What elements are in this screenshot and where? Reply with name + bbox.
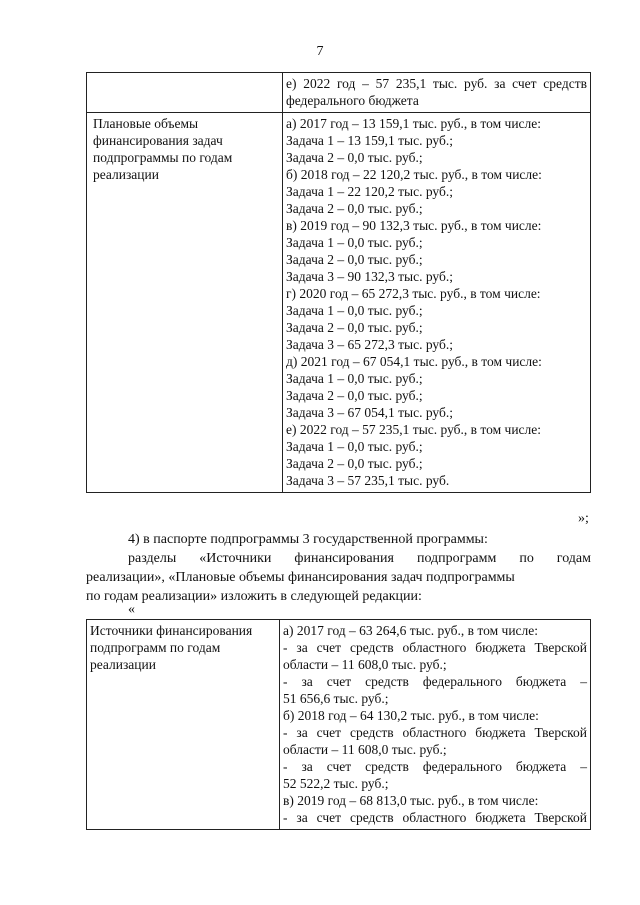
paragraph-sections (86, 549, 591, 606)
table-line: области – 11 608,0 тыс. руб.; (283, 657, 447, 672)
table-cell-value (283, 73, 591, 113)
table-line: - за счет средств федерального бюджета – (283, 759, 587, 774)
table-line: Задача 2 – 0,0 тыс. руб.; (286, 456, 423, 471)
table-line: Задача 1 – 0,0 тыс. руб.; (286, 439, 423, 454)
table-row (87, 113, 591, 493)
table-line: Задача 2 – 0,0 тыс. руб.; (286, 252, 423, 267)
table-line: Задача 3 – 67 054,1 тыс. руб.; (286, 405, 453, 420)
table-line: - за счет средств федерального бюджета – (283, 674, 587, 689)
opening-quote: « (128, 602, 135, 617)
table-line: д) 2021 год – 67 054,1 тыс. руб., в том числе: (286, 354, 542, 369)
table-line: 51 656,6 тыс. руб.; (283, 691, 389, 706)
page-number: 7 (316, 44, 324, 59)
paragraph-item-4: 4) в паспорте подпрограммы 3 государственной программы: (128, 532, 488, 547)
table-cell-label (87, 73, 283, 113)
table-line: Задача 2 – 0,0 тыс. руб.; (286, 320, 423, 335)
table-line: е) 2022 год – 57 235,1 тыс. руб. за счет средств (286, 76, 587, 91)
table-line: Задача 1 – 0,0 тыс. руб.; (286, 303, 423, 318)
table-line: Задача 3 – 90 132,3 тыс. руб.; (286, 269, 453, 284)
table-line: федерального бюджета (286, 93, 419, 108)
table-line: Задача 1 – 0,0 тыс. руб.; (286, 235, 423, 250)
table-cell-label: Плановые объемы финансирования задач подпрограммы по годам реализации (87, 113, 283, 493)
table-line: а) 2017 год – 13 159,1 тыс. руб., в том числе: (286, 116, 542, 131)
table-line: Задача 1 – 13 159,1 тыс. руб.; (286, 133, 453, 148)
table-line: 52 522,2 тыс. руб.; (283, 776, 389, 791)
table-line: Задача 3 – 57 235,1 тыс. руб. (286, 473, 450, 488)
paragraph-line: по годам реализации» изложить в следующей редакции: (86, 589, 422, 604)
table-line: Задача 2 – 0,0 тыс. руб.; (286, 388, 423, 403)
table-cell-value (280, 620, 591, 830)
table-line: б) 2018 год – 22 120,2 тыс. руб., в том числе: (286, 167, 542, 182)
table-cell-value (283, 113, 591, 493)
table-line: а) 2017 год – 63 264,6 тыс. руб., в том числе: (283, 623, 539, 638)
paragraph-line: реализации», «Плановые объемы финансирования задач подпрограммы (86, 570, 515, 585)
table-line: в) 2019 год – 68 813,0 тыс. руб., в том числе: (283, 793, 539, 808)
table-row (87, 73, 591, 113)
table-line: Задача 3 – 65 272,3 тыс. руб.; (286, 337, 453, 352)
table-line: г) 2020 год – 65 272,3 тыс. руб., в том числе: (286, 286, 541, 301)
funding-table-continued (86, 72, 591, 493)
table-line: - за счет средств областного бюджета Тверской (283, 810, 587, 825)
closing-quote: »; (578, 511, 589, 526)
funding-sources-table (86, 619, 591, 830)
table-line: Задача 1 – 22 120,2 тыс. руб.; (286, 184, 453, 199)
table-cell-label: Источники финансирования подпрограмм по годам реализации (87, 620, 280, 830)
table-row (87, 620, 591, 830)
table-line: области – 11 608,0 тыс. руб.; (283, 742, 447, 757)
paragraph-line: разделы «Источники финансирования подпрограмм по годам (128, 551, 591, 566)
table-line: Задача 1 – 0,0 тыс. руб.; (286, 371, 423, 386)
table-line: - за счет средств областного бюджета Тверской (283, 725, 587, 740)
table-line: Задача 2 – 0,0 тыс. руб.; (286, 201, 423, 216)
table-line: б) 2018 год – 64 130,2 тыс. руб., в том числе: (283, 708, 539, 723)
table-line: - за счет средств областного бюджета Тверской (283, 640, 587, 655)
table-line: в) 2019 год – 90 132,3 тыс. руб., в том числе: (286, 218, 542, 233)
table-line: е) 2022 год – 57 235,1 тыс. руб., в том числе: (286, 422, 542, 437)
table-line: Задача 2 – 0,0 тыс. руб.; (286, 150, 423, 165)
